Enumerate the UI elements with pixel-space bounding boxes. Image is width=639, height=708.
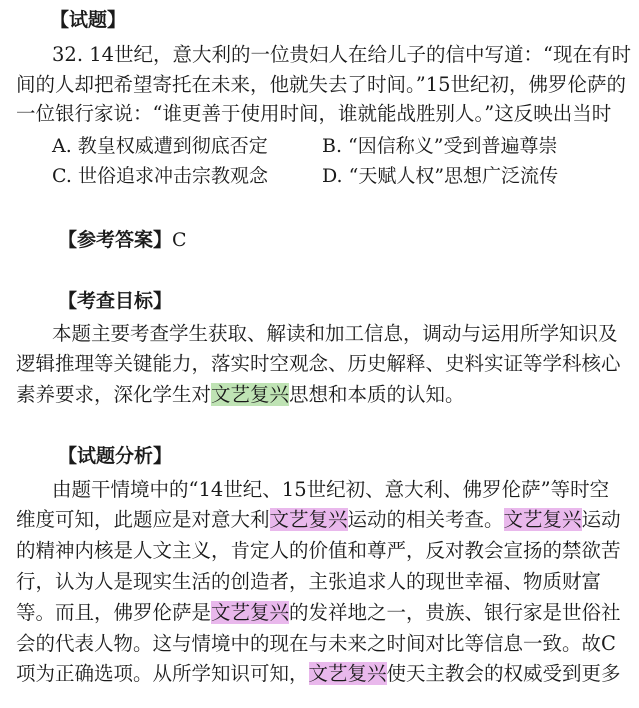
objective-line-3-post: 思想和本质的认知。	[289, 383, 465, 406]
analysis-line-2-mid: 运动的相关考查。	[347, 508, 504, 531]
analysis-heading: 【试题分析】	[58, 445, 173, 467]
analysis-line-5	[16, 601, 621, 625]
highlight-renaissance: 文艺复兴	[503, 508, 582, 531]
question-line-1: 32. 14世纪，意大利的一位贵妇人在给儿子的信中写道：“现在有时	[52, 43, 631, 66]
analysis-line-2-pre: 维度可知，此题应是对意大利	[16, 508, 270, 531]
question-line-2: 间的人却把希望寄托在未来，他就失去了时间。”15世纪初，佛罗伦萨的	[16, 73, 627, 96]
highlight-renaissance: 文艺复兴	[211, 383, 290, 406]
analysis-line-4: 行，认为人是现实生活的创造者，主张追求人的现世幸福、物质财富	[16, 570, 602, 593]
answer-heading: 【参考答案】	[58, 229, 173, 251]
objective-line-1: 本题主要考查学生获取、解读和加工信息，调动与运用所学知识及	[52, 322, 618, 345]
answer-value: C	[172, 229, 187, 251]
analysis-line-7	[16, 662, 621, 686]
option-a: A. 教皇权威遭到彻底否定	[52, 135, 268, 157]
analysis-line-5-post: 的发祥地之一，贵族、银行家是世俗社	[289, 601, 621, 624]
analysis-line-5-pre: 等。而且，佛罗伦萨是	[16, 601, 212, 624]
question-heading: 【试题】	[50, 9, 127, 31]
option-c: C. 世俗追求冲击宗教观念	[52, 165, 268, 187]
objective-line-3	[16, 383, 465, 407]
objective-line-3-pre: 素养要求，深化学生对	[16, 383, 212, 406]
analysis-line-2	[16, 508, 621, 532]
answer-row	[58, 228, 187, 252]
objective-heading: 【考查目标】	[58, 290, 173, 312]
highlight-renaissance: 文艺复兴	[211, 601, 290, 624]
analysis-line-6: 会的代表人物。这与情境中的现在与未来之时间对比等信息一致。故C	[16, 632, 616, 655]
option-d: D. “天赋人权”思想广泛流传	[322, 165, 559, 187]
analysis-line-1: 由题干情境中的“14世纪、15世纪初、意大利、佛罗伦萨”等时空	[52, 478, 610, 501]
objective-line-2: 逻辑推理等关键能力，落实时空观念、历史解释、史料实证等学科核心	[16, 352, 621, 375]
analysis-line-2-post: 运动	[581, 508, 621, 531]
option-b: B. “因信称义”受到普遍尊崇	[322, 135, 558, 157]
highlight-renaissance: 文艺复兴	[308, 662, 387, 685]
analysis-line-7-pre: 项为正确选项。从所学知识可知，	[16, 662, 309, 685]
question-line-3: 一位银行家说：“谁更善于使用时间，谁就能战胜别人。”这反映出当时	[16, 102, 612, 125]
analysis-line-3: 的精神内核是人文主义，肯定人的价值和尊严，反对教会宣扬的禁欲苦	[16, 539, 621, 562]
analysis-line-7-post: 使天主教会的权威受到更多	[386, 662, 621, 685]
highlight-renaissance: 文艺复兴	[269, 508, 348, 531]
